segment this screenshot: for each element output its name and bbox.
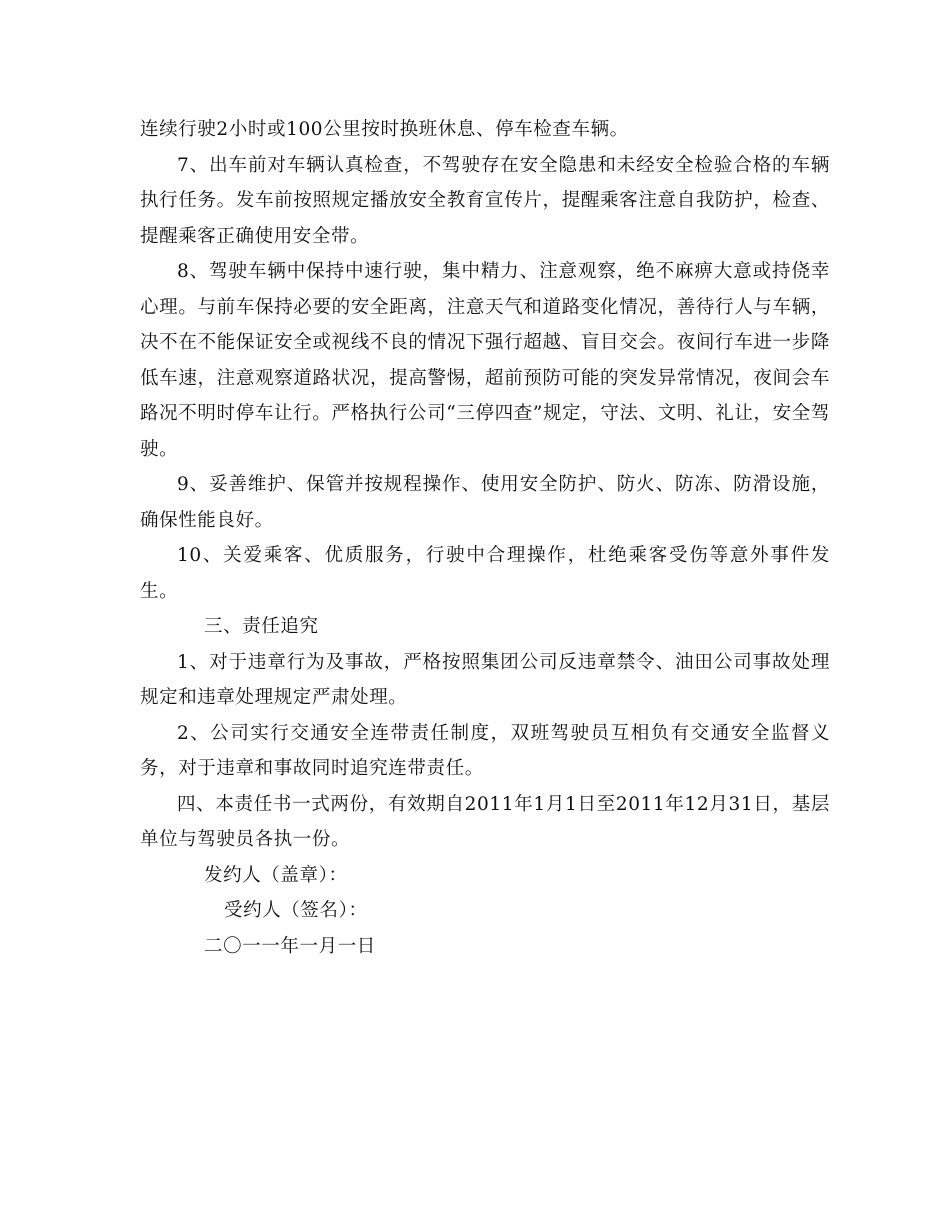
paragraph-responsibility-1: 1、对于违章行为及事故，严格按照集团公司反违章禁令、油田公司事故处理规定和违章处理规定严肃处理。 <box>140 651 830 708</box>
paragraph-responsibility-2: 2、公司实行交通安全连带责任制度，双班驾驶员互相负有交通安全监督义务，对于违章和事故同时追究连带责任。 <box>140 722 830 779</box>
paragraph-item-9: 9、妥善维护、保管并按规程操作、使用安全防护、防火、防冻、防滑设施，确保性能良好。 <box>140 474 830 531</box>
paragraph-item-10: 10、关爱乘客、优质服务，行驶中合理操作，杜绝乘客受伤等意外事件发生。 <box>140 545 830 602</box>
recipient-signature-line: 受约人（签名）： <box>224 900 368 921</box>
paragraph-validity: 四、本责任书一式两份，有效期自2011年1月1日至2011年12月31日，基层单位与驾驶员各执一份。 <box>140 793 830 850</box>
document-date: 二〇一一年一月一日 <box>204 935 376 957</box>
document-body <box>140 112 830 964</box>
section-heading-responsibility: 三、责任追究 <box>204 616 319 637</box>
issuer-signature-line: 发约人（盖章）： <box>204 864 348 886</box>
paragraph-item-7: 7、出车前对车辆认真检查，不驾驶存在安全隐患和未经安全检验合格的车辆执行任务。发车前按照规定播放安全教育宣传片，提醒乘客注意自我防护，检查、提醒乘客正确使用安全带。 <box>140 154 830 247</box>
paragraph-continuation: 连续行驶2小时或100公里按时换班休息、停车检查车辆。 <box>140 119 629 140</box>
paragraph-item-8: 8、驾驶车辆中保持中速行驶，集中精力、注意观察，绝不麻痹大意或持侥幸心理。与前车保持必要的安全距离，注意天气和道路变化情况，善待行人与车辆，决不在不能保证安全或视线不良的情况下强行超越、盲目交会。夜间行车进一步降低车速，注意观察道路状况，提高警惕，超前预防可能的突发异常情况，夜间会车路况不明时停车让行。严格执行公司“三停四查”规定，守法、文明、礼让，安全驾驶。 <box>140 261 830 460</box>
